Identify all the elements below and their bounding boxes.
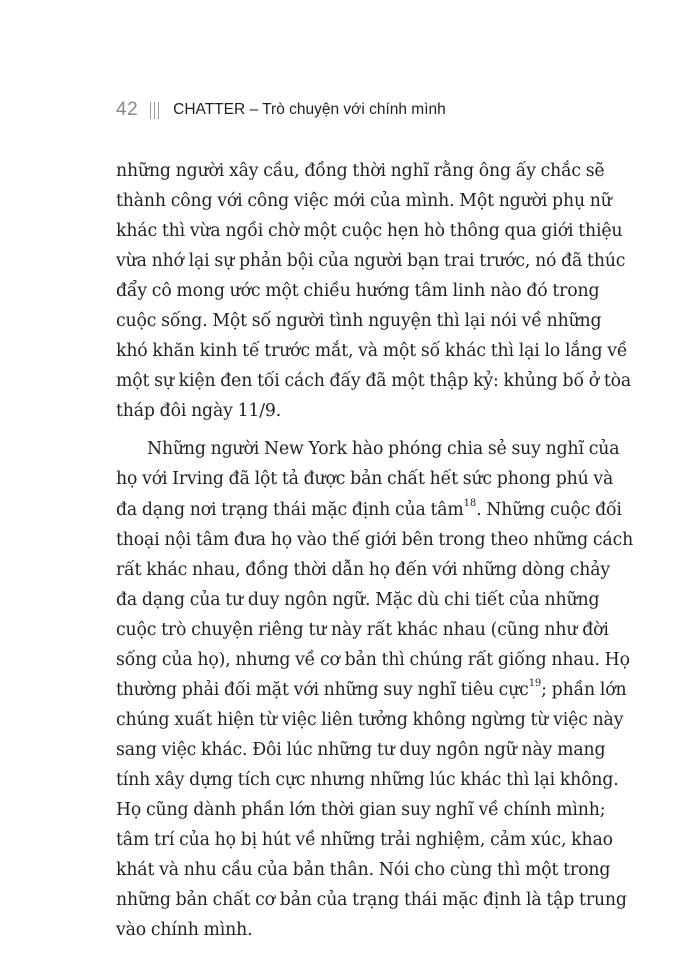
text-line: vào chính mình. <box>116 920 253 941</box>
text-line: thoại nội tâm đưa họ vào thế giới bên trong theo những cách <box>116 529 634 550</box>
paragraph-gap <box>116 426 588 434</box>
paragraph <box>116 156 632 426</box>
running-title: CHATTER – Trò chuyện với chính mình <box>173 101 446 118</box>
text-line: đẩy cô mong ước một chiều hướng tâm linh nào đó trong <box>116 281 600 302</box>
text-line: khát và nhu cầu của bản thân. Nói cho cùng thì một trong <box>116 860 611 881</box>
text-line <box>116 675 627 705</box>
header-divider <box>150 101 159 119</box>
text-line: thành công với công việc mới của mình. Một người phụ nữ <box>116 191 612 212</box>
text-line: tháp đôi ngày 11/9. <box>116 401 282 422</box>
text-line: cuộc trò chuyện riêng tư này rất khác nhau (cũng như đời <box>116 619 609 640</box>
text-line: chúng xuất hiện từ việc liên tưởng không ngừng từ việc này <box>116 709 624 730</box>
text-line: họ với Irving đã lột tả được bản chất hết sức phong phú và <box>116 469 614 490</box>
text-line: rất khác nhau, đồng thời dẫn họ đến với những dòng chảy <box>116 559 611 580</box>
page-number: 42 <box>116 99 139 120</box>
paragraph <box>116 434 634 945</box>
text-line: sống của họ), nhưng về cơ bản thì chúng rất giống nhau. Họ <box>116 649 630 670</box>
text-line: Họ cũng dành phần lớn thời gian suy nghĩ về chính mình; <box>116 799 606 820</box>
footnote-ref-19[interactable]: 19 <box>528 678 542 690</box>
text-segment: ; phần lớn <box>541 679 627 700</box>
text-line: tâm trí của họ bị hút về những trải nghiệm, cảm xúc, khao <box>116 830 613 851</box>
text-line: tính xây dựng tích cực nhưng những lúc khác thì lại không. <box>116 769 619 790</box>
footnote-ref-18[interactable]: 18 <box>463 497 477 509</box>
text-segment: đa dạng nơi trạng thái mặc định của tâm <box>116 499 464 520</box>
text-line: cuộc sống. Một số người tình nguyện thì lại nói về những <box>116 311 602 332</box>
text-line: một sự kiện đen tối cách đấy đã một thập kỷ: khủng bố ở tòa <box>116 371 632 392</box>
text-line: sang việc khác. Đôi lúc những tư duy ngôn ngữ này mang <box>116 739 606 760</box>
text-line: khác thì vừa ngồi chờ một cuộc hẹn hò thông qua giới thiệu <box>116 221 623 242</box>
running-header <box>116 96 446 124</box>
text-line <box>116 495 622 525</box>
text-line: Những người New York hào phóng chia sẻ suy nghĩ của <box>147 439 620 460</box>
text-line: vừa nhớ lại sự phản bội của người bạn trai trước, nó đã thúc <box>116 251 626 272</box>
text-line: đa dạng của tư duy ngôn ngữ. Mặc dù chi tiết của những <box>116 589 600 610</box>
text-line: khó khăn kinh tế trước mắt, và một số khác thì lại lo lắng về <box>116 341 628 362</box>
body-text <box>116 156 634 945</box>
text-line: những bản chất cơ bản của trạng thái mặc định là tập trung <box>116 890 627 911</box>
text-segment: thường phải đối mặt với những suy nghĩ tiêu cực <box>116 679 529 700</box>
text-line: những người xây cầu, đồng thời nghĩ rằng ông ấy chắc sẽ <box>116 161 605 181</box>
text-segment: . Những cuộc đối <box>476 499 622 520</box>
